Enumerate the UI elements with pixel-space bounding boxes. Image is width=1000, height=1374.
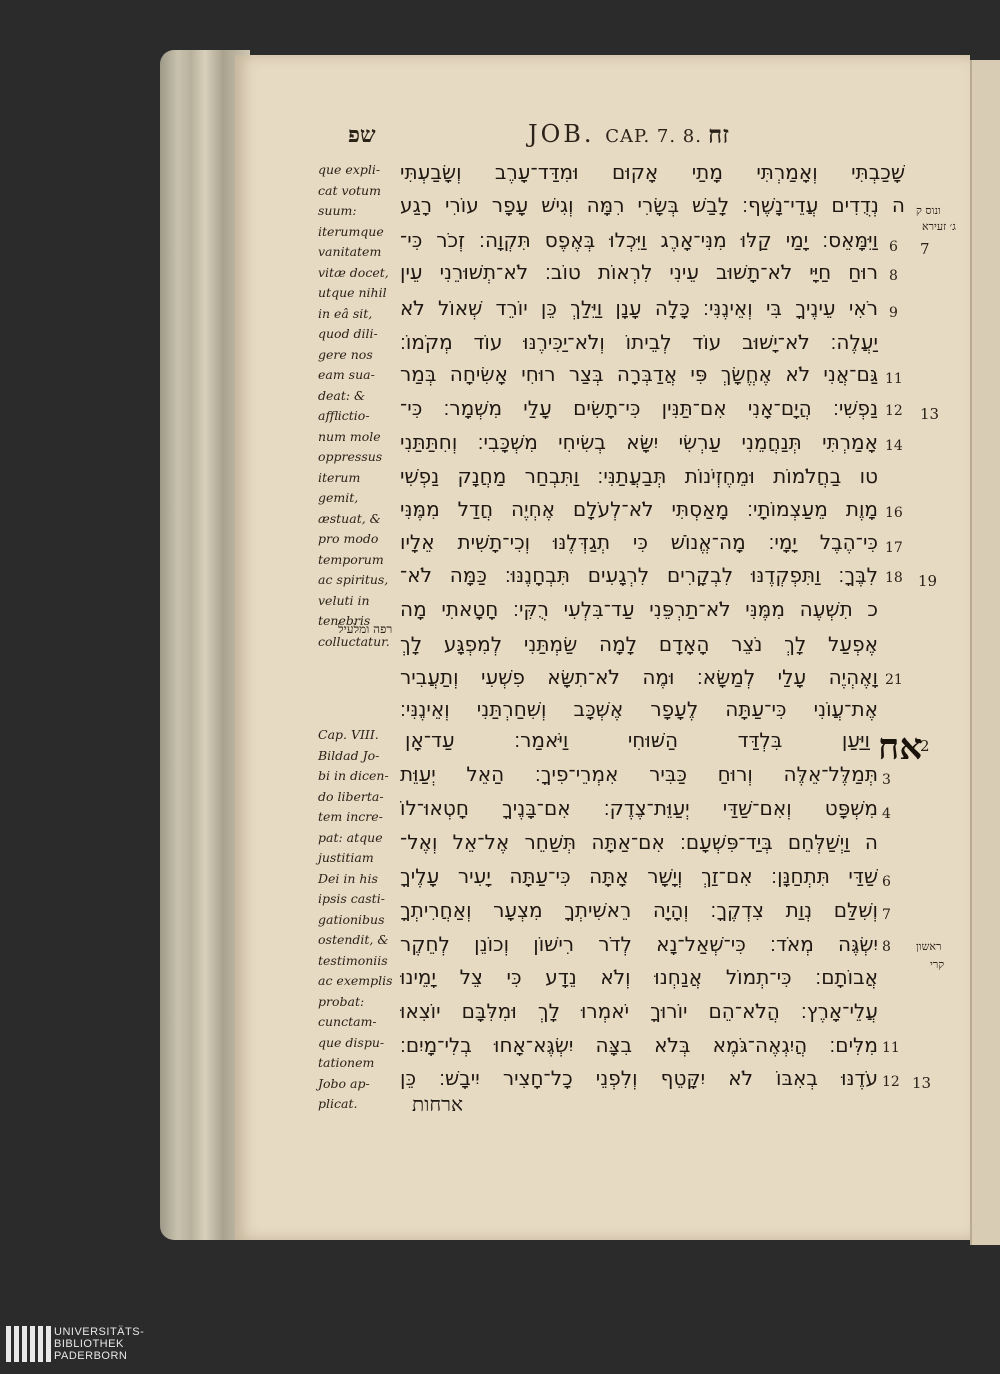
margin-line: Dei in his — [318, 870, 378, 886]
margin-line: utque nihil — [318, 285, 387, 300]
margin-line: colluctatur. — [318, 633, 390, 649]
margin-line: in eâ sit, — [318, 305, 373, 321]
margin-line: iterum — [318, 469, 361, 485]
verse-number: 11 — [885, 371, 903, 387]
folio-hebrew: שפ — [348, 122, 376, 148]
hebrew-line: רוּחַ חַיָּי לֹא־תָשׁוּב עֵינִי לִרְאוֹת טוֹב׃ לֹא־תְשׁוּרֵנִי עֵין — [400, 260, 878, 284]
hebrew-line: אֲבוֹתָם׃ כִּי־תְמוֹל אֲנַחְנוּ וְלֹא נֵדָע כִּי צֵל יָמֵינוּ — [400, 965, 878, 989]
hebrew-line: וַיִּמָּאֵס׃ יָמַי קַלּוּ מִנִּי־אָרֶג וַיִּכְלוּ בְּאֶפֶס תִּקְוָה׃ זְכֹר כִּי־ — [400, 228, 878, 252]
verse-number: 9 — [889, 305, 898, 321]
title-job: JOB. — [528, 120, 595, 148]
margin-note-rafe: רפה ומלעיל — [338, 622, 393, 636]
margin-line: Cap. VIII. — [318, 727, 379, 742]
margin-line: veluti in — [318, 592, 370, 608]
hebrew-line: יַעֲלֶה׃ לֹא־יָשׁוּב עוֹד לְבֵיתוֹ וְלֹא־יַכִּירֶנּוּ עוֹד מְקֹמוֹ׃ — [400, 330, 878, 354]
verse-number: 4 — [882, 806, 891, 822]
logo-line: PADERBORN — [54, 1350, 128, 1362]
hebrew-line: אֶפְעַל לָךְ נֹצֵר הָאָדָם לָמָה שַׂמְתַּנִי לְמִפְגָּע לָךְ — [400, 632, 878, 656]
hebrew-line: מִשְׁפָּט וְאִם־שַׁדַּי יְעַוֵּת־צֶדֶק׃ אִם־בָּנֶיךָ חָטְאוּ־לוֹ — [400, 796, 878, 820]
margin-line: ipsis casti- — [318, 891, 385, 906]
margin-line: tationem — [318, 1055, 375, 1070]
verse-number: 2 — [920, 737, 930, 755]
verse-number: 11 — [882, 1040, 900, 1056]
verse-number: 6 — [882, 874, 891, 890]
margin-line: tem incre- — [318, 809, 383, 824]
hebrew-line: גַּם־אֲנִי לֹא אֶחֱשָׂךְ פִּי אֲדַבְּרָה בְּצַר רוּחִי אָשִׂיחָה בְּמַר — [400, 362, 878, 386]
hebrew-line: שַׁדַּי תִּתְחַנָּן׃ אִם־זַךְ וְיָשָׁר אָתָּה כִּי־עַתָּה יָעִיר עָלֶיךָ — [400, 864, 878, 888]
margin-line: ac exemplis — [318, 973, 393, 988]
hebrew-line: שָׁכַבְתִּי וְאָמַרְתִּי מָתַי אָקוּם וּמִדַּד־עָרֶב וְשָׂבַעְתִּי — [400, 160, 905, 184]
hebrew-line: לִבֶּךָ׃ וַתִּפְקְדֶנּוּ לִבְקָרִים לִרְגָעִים תִּבְחָנֶנּוּ׃ כַּמָּה לֹא־ — [400, 563, 878, 587]
margin-line: cunctam- — [318, 1014, 377, 1029]
hebrew-line: מָוֶת מֵעַצְמוֹתָי׃ מָאַסְתִּי לֹא־לְעֹלָם אֶחְיֶה חֲדַל מִמֶּנִּי — [400, 497, 878, 521]
verse-number: 6 — [889, 239, 898, 255]
masoretic-note: ראשון — [916, 940, 942, 953]
hebrew-line: וַיַּעַן בִּלְדַּד הַשּׁוּחִי וַיֹּאמַר׃ עַד־אָן — [405, 728, 870, 752]
hebrew-line: ה נְדֻדִים עֲדֵי־נָשֶׁף׃ לָבַשׁ בְּשָׂרִי רִמָּה וְגִישׁ עָפָר עוֹרִי רָגַע — [400, 193, 905, 217]
verse-number: 13 — [912, 1074, 932, 1092]
margin-line: vanitatem — [318, 244, 382, 259]
viewer-footer — [0, 1320, 1000, 1374]
hebrew-line: כִּי־הֶבֶל יָמָי׃ מָה־אֱנוֹשׁ כִּי תְגַדְּלֶנּוּ וְכִי־תָשִׁית אֵלָיו — [400, 530, 878, 554]
hebrew-line: נַפְשִׁי׃ הֲיָם־אָנִי אִם־תַּנִּין כִּי־תָשִׂים עָלַי מִשְׁמָר׃ כִּי־ — [400, 396, 878, 420]
margin-line: pro modo — [318, 531, 379, 546]
marginal-gloss-2 — [318, 725, 408, 1115]
margin-line: oppressus — [318, 449, 383, 464]
verse-number: 16 — [885, 505, 903, 521]
running-header — [240, 120, 970, 156]
verse-number: 12 — [882, 1074, 900, 1090]
verse-number: 17 — [885, 540, 903, 556]
verse-number: 21 — [885, 672, 903, 688]
margin-line: bi in dicen- — [318, 768, 389, 783]
hebrew-line: ה וַיְשַׁלְּחֵם בְּיַד־פִּשְׁעָם׃ אִם־אַתָּה תְּשַׁחֵר אֶל־אֵל וְאֶל־ — [400, 830, 878, 854]
margin-line: Bildad Jo- — [318, 747, 380, 763]
running-title — [528, 120, 702, 148]
hebrew-line: אֶת־עֲוֹנִי כִּי־עַתָּה לֶעָפָר אֶשְׁכָּב וְשִׁחַרְתַּנִי וְאֵינֶנִּי׃ — [400, 697, 878, 721]
margin-line: temporum — [318, 551, 384, 567]
hebrew-line: כ תִשְׁעֶה מִמֶּנִּי לֹא־תַרְפֵּנִי עַד־בִּלְעִי רֻקִּי׃ חָטָאתִי מָה — [400, 597, 878, 621]
logo-line: UNIVERSITÄTS- — [54, 1326, 145, 1338]
hebrew-line: טו בַחֲלֹמוֹת וּמֵחֶזְיֹנוֹת תְּבַעֲתַנִּי׃ וַתִּבְחַר מַחֲנָק נַפְשִׁי — [400, 464, 878, 488]
margin-line: eam sua- — [318, 367, 375, 382]
margin-line: pat: atque — [318, 829, 383, 845]
masoretic-note: ג׳ זעירא — [922, 220, 956, 233]
verse-number: 18 — [885, 570, 903, 586]
margin-line: gemit, — [318, 490, 359, 505]
chapter-8-mark: אח — [878, 726, 923, 768]
verse-number: 3 — [882, 772, 891, 788]
margin-line: æstuat, & — [318, 510, 381, 526]
chapter-range: CAP. 7. 8. — [605, 126, 702, 147]
verse-number: 14 — [885, 438, 903, 454]
margin-line: iterumque — [318, 223, 384, 239]
masoretic-note: קרי — [930, 958, 945, 971]
margin-line: plicat. — [318, 1096, 358, 1111]
margin-line: justitiam — [318, 850, 374, 865]
hebrew-line: רֹאִי עֵינֶיךָ בִּי וְאֵינֶנִּי׃ כָּלָה עָנָן וַיֵּלַךְ כֵּן יוֹרֵד שְׁאוֹל לֹא — [400, 296, 878, 320]
margin-line: ostendit, & — [318, 932, 389, 947]
margin-line: cat votum — [318, 182, 381, 198]
verse-number: 8 — [889, 268, 898, 284]
verse-number: 12 — [885, 403, 903, 419]
facing-page-edge — [970, 60, 1000, 1245]
margin-line: que dispu- — [318, 1034, 385, 1050]
margin-line: deat: & — [318, 387, 366, 403]
margin-line: ac spiritus, — [318, 572, 389, 587]
hebrew-line: אָמַרְתִּי תְּנַחֲמֵנִי עַרְשִׂי יִשָּׂא בְשִׂיחִי מִשְׁכָּבִי׃ וְחִתַּתַּנִי — [400, 430, 878, 454]
margin-line: vitæ docet, — [318, 264, 389, 280]
verse-number: 13 — [920, 405, 940, 423]
margin-line: probat: — [318, 993, 365, 1009]
hebrew-line: וָאֶהְיֶה עָלַי לְמַשָּׂא׃ וּמֶה לֹא־תִשָּׂא פִשְׁעִי וְתַעֲבִיר — [400, 665, 878, 689]
margin-line: gationibus — [318, 911, 385, 927]
margin-line: Jobo ap- — [318, 1075, 370, 1091]
verse-number: 7 — [920, 240, 930, 258]
hebrew-line: עֲלֵי־אָרֶץ׃ הֲלֹא־הֵם יוֹרוּךָ יֹאמְרוּ לָךְ וּמִלִּבָּם יוֹצִאוּ — [400, 999, 878, 1023]
verse-number: 7 — [882, 907, 891, 923]
header-hebrew-chapters: זח — [708, 120, 729, 149]
masoretic-note: ונוס ק — [916, 204, 941, 217]
hebrew-line: עֹדֶנּוּ בְאִבּוֹ לֹא יִקָּטֵף וְלִפְנֵי כָל־חָצִיר יִיבָשׁ׃ כֵּן — [400, 1066, 878, 1090]
margin-line: tenebris — [318, 613, 371, 628]
verse-number: 19 — [918, 572, 938, 590]
library-logo-text — [54, 1326, 144, 1362]
margin-line: afflictio- — [318, 408, 370, 423]
margin-line: gere nos — [318, 346, 373, 362]
margin-line: testimoniis — [318, 952, 388, 968]
margin-line: quod dili- — [318, 326, 378, 341]
margin-line: que expli- — [318, 162, 381, 177]
margin-line: suum: — [318, 203, 357, 218]
hebrew-line: תְּמַלֶּל־אֵלֶּה וְרוּחַ כַּבִּיר אִמְרֵי־פִיךָ׃ הַאֵל יְעַוֵּת — [400, 762, 878, 786]
catchword: ארחות — [412, 1092, 463, 1116]
library-logo-icon — [6, 1326, 51, 1362]
hebrew-line: מִלִּים׃ הֲיִגְאֶה־גֹּמֶא בְּלֹא בִצָּה יִשְׂגֶּא־אָחוּ בְלִי־מָיִם׃ — [400, 1033, 878, 1057]
hebrew-line: וְשִׁלַּם נְוַת צִדְקֶךָ׃ וְהָיָה רֵאשִׁיתְךָ מִצְעָר וְאַחֲרִיתְךָ — [400, 898, 878, 922]
margin-line: do liberta- — [318, 788, 384, 804]
hebrew-line: יִשְׂגֶּה מְאֹד׃ כִּי־שְׁאַל־נָא לְדֹר רִישׁוֹן וְכוֹנֵן לְחֵקֶר — [400, 932, 878, 956]
verse-number: 8 — [882, 939, 891, 955]
marginal-gloss-1 — [318, 160, 408, 652]
margin-line: num mole — [318, 428, 381, 444]
logo-line: BIBLIOTHEK — [54, 1338, 124, 1350]
